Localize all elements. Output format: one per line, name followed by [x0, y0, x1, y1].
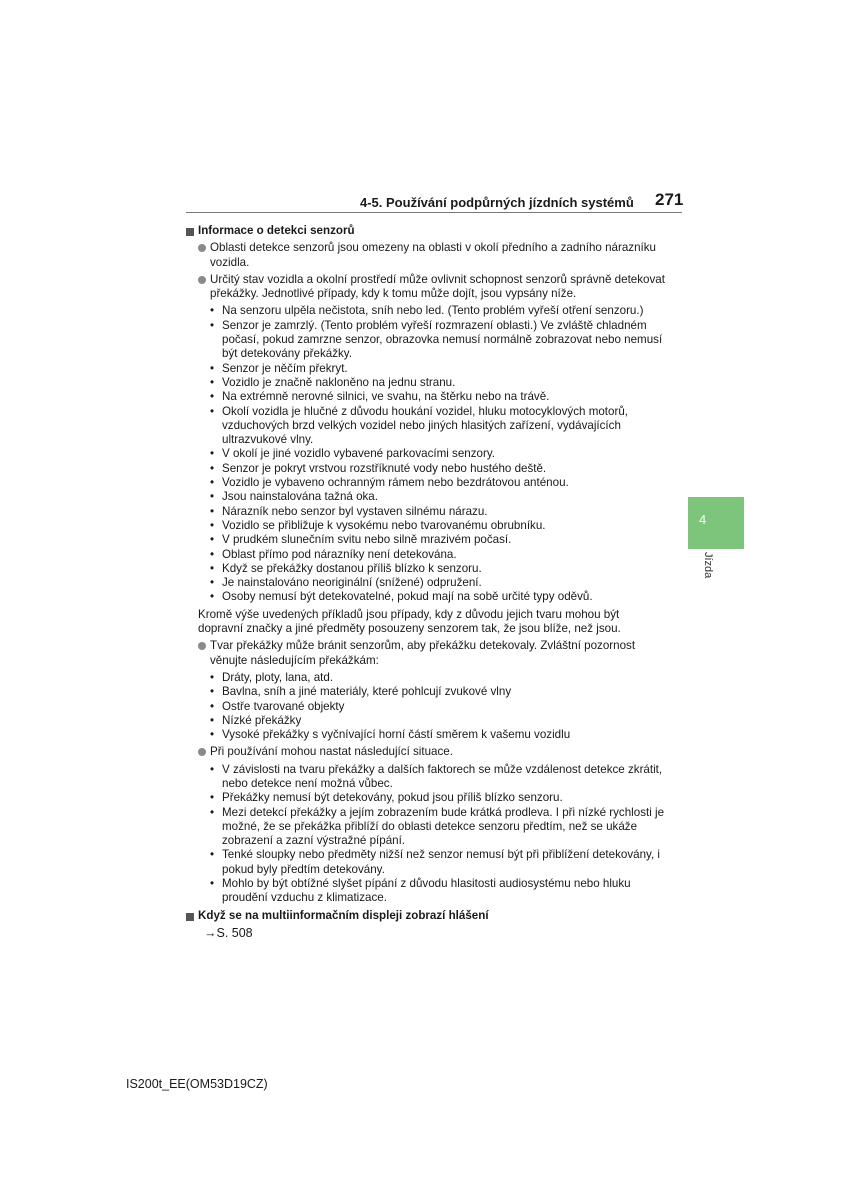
bullet-dot-icon: • — [210, 547, 215, 561]
list-item-text: Vozidlo se přibližuje k vysokému nebo tvarovanému obrubníku. — [222, 518, 546, 532]
bullet-dot-icon: • — [210, 685, 215, 699]
bullet-dot-icon: • — [210, 713, 215, 727]
bullet-dot-icon: • — [210, 791, 215, 805]
bullet-dot-icon: • — [210, 361, 215, 375]
list-item-text: Oblast přímo pod nárazníky není detekována. — [222, 547, 457, 561]
list-item-text: Bavlna, sníh a jiné materiály, které pohlcují zvukové vlny — [222, 685, 512, 699]
list-item-text: Nárazník nebo senzor byl vystaven silnému nárazu. — [222, 504, 488, 518]
square-bullet-icon — [186, 913, 194, 921]
section-heading-text: Když se na multiinformačním displeji zobrazí hlášení — [198, 908, 489, 922]
page-content — [186, 224, 666, 940]
bullet-dot-icon: • — [210, 518, 215, 532]
sub-list — [186, 304, 666, 604]
list-item — [186, 519, 666, 533]
list-item — [186, 304, 666, 318]
list-item-text: Překážky nemusí být detekovány, pokud jsou příliš blízko senzoru. — [222, 791, 563, 805]
chapter-header-title: 4-5. Používání podpůrných jízdních systémů — [360, 195, 634, 210]
list-item-text: Nízké překážky — [222, 713, 302, 727]
bullet-text: Oblasti detekce senzorů jsou omezeny na oblasti v okolí předního a zadního nárazníku vozidla. — [210, 241, 656, 269]
page-reference-link[interactable]: →S. 508 — [204, 925, 253, 940]
list-item — [186, 362, 666, 376]
list-item-text: Vozidlo je vybaveno ochranným rámem nebo bezdrátovou anténou. — [222, 476, 569, 490]
section-heading — [186, 224, 666, 238]
bullet-dot-icon: • — [210, 561, 215, 575]
bullet-dot-icon: • — [210, 404, 215, 418]
list-item — [186, 476, 666, 490]
list-item — [186, 533, 666, 547]
list-item — [186, 319, 666, 362]
list-item-text: Okolí vozidla je hlučné z důvodu houkání vozidel, hluku motocyklových motorů, vzduchových brzd velkých vozidel nebo jiných hlasitých zařízení, vydávajících ultrazvukové vlny. — [222, 404, 628, 447]
bullet-dot-icon: • — [210, 805, 215, 819]
list-item-text: Senzor je zamrzlý. (Tento problém vyřeší rozmrazení oblasti.) Ve zvláště chladném počasí, pokud zamrzne senzor, obrazovka nemusí normálně zobrazovat nebo nemusí být detekovány překážky. — [222, 318, 663, 361]
list-item — [186, 376, 666, 390]
bullet-dot-icon: • — [210, 375, 215, 389]
list-item — [186, 490, 666, 504]
list-item-text: Tenké sloupky nebo předměty nižší než senzor nemusí být při přiblížení detekovány, i pokud byly předtím detekovány. — [222, 848, 660, 876]
list-item-text: Mezi detekcí překážky a jejím zobrazením bude krátká prodleva. I při nízké rychlosti je možné, že se překážka přiblíží do oblasti detekce senzoru předtím, než se ukáže zobrazení a zazní výstražné pípání. — [222, 805, 665, 848]
list-item — [186, 848, 666, 877]
list-item — [186, 462, 666, 476]
bullet-item — [186, 639, 666, 668]
sub-list — [186, 671, 666, 742]
bullet-dot-icon: • — [210, 590, 215, 604]
sub-list — [186, 763, 666, 906]
list-item — [186, 671, 666, 685]
bullet-dot-icon: • — [210, 533, 215, 547]
list-item-text: Osoby nemusí být detekovatelné, pokud mají na sobě určité typy oděvů. — [222, 590, 593, 604]
list-item — [186, 562, 666, 576]
list-item — [186, 806, 666, 849]
bullet-dot-icon: • — [210, 447, 215, 461]
list-item-text: Na senzoru ulpěla nečistota, sníh nebo led. (Tento problém vyřeší otření senzoru.) — [222, 304, 644, 318]
list-item-text: V prudkém slunečním svitu nebo silně mrazivém počasí. — [222, 533, 512, 547]
list-item-text: Když se překážky dostanou příliš blízko k senzoru. — [222, 561, 482, 575]
list-item-text: V okolí je jiné vozidlo vybavené parkovacími senzory. — [222, 447, 496, 461]
list-item — [186, 728, 666, 742]
circle-bullet-icon — [198, 642, 206, 650]
manual-code: IS200t_EE(OM53D19CZ) — [126, 1077, 268, 1091]
list-item-text: Vysoké překážky s vyčnívající horní částí směrem k vašemu vozidlu — [222, 728, 571, 742]
bullet-dot-icon: • — [210, 670, 215, 684]
list-item — [186, 505, 666, 519]
list-item — [186, 390, 666, 404]
bullet-dot-icon: • — [210, 848, 215, 862]
section-heading — [186, 909, 666, 923]
bullet-dot-icon: • — [210, 762, 215, 776]
list-item-text: Na extrémně nerovné silnici, ve svahu, na štěrku nebo na trávě. — [222, 390, 550, 404]
list-item-text: Vozidlo je značně nakloněno na jednu stranu. — [222, 375, 456, 389]
list-item — [186, 447, 666, 461]
bullet-dot-icon: • — [210, 476, 215, 490]
bullet-dot-icon: • — [210, 318, 215, 332]
bullet-text: Určitý stav vozidla a okolní prostředí může ovlivnit schopnost senzorů správně detekovat překážky. Jednotlivé případy, kdy k tomu může dojít, jsou vypsány níže. — [210, 272, 665, 301]
list-item — [186, 405, 666, 448]
list-item-text: Senzor je něčím překryt. — [222, 361, 348, 375]
list-item-text: Senzor je pokryt vrstvou rozstříknuté vody nebo hustého deště. — [222, 461, 547, 475]
paragraph: Kromě výše uvedených příkladů jsou případy, kdy z důvodu jejich tvaru mohou být dopravní značky a jiné předměty posouzeny senzorem tak, že jsou blíže, než jsou. — [198, 607, 621, 636]
bullet-item — [186, 273, 666, 302]
list-item-text: Ostře tvarované objekty — [222, 699, 345, 713]
list-item — [186, 576, 666, 590]
bullet-dot-icon: • — [210, 304, 215, 318]
list-item — [186, 548, 666, 562]
list-item — [186, 590, 666, 604]
bullet-item — [186, 241, 666, 270]
bullet-dot-icon: • — [210, 490, 215, 504]
page-number: 271 — [655, 190, 684, 209]
list-item-text: V závislosti na tvaru překážky a dalších faktorech se může vzdálenost detekce zkrátit, nebo detekce není možná vůbec. — [222, 762, 663, 790]
header-divider — [186, 212, 682, 213]
section-heading-text: Informace o detekci senzorů — [198, 224, 355, 237]
list-item — [186, 700, 666, 714]
square-bullet-icon — [186, 228, 194, 236]
bullet-text: Při používání mohou nastat následující situace. — [210, 745, 453, 759]
list-item-text: Dráty, ploty, lana, atd. — [222, 670, 334, 684]
bullet-dot-icon: • — [210, 576, 215, 590]
list-item — [186, 791, 666, 805]
list-item-text: Mohlo by být obtížné slyšet pípání z důvodu hlasitosti audiosystému nebo hluku proudění vzduchu z klimatizace. — [222, 877, 631, 905]
list-item — [186, 714, 666, 728]
bullet-dot-icon: • — [210, 504, 215, 518]
bullet-dot-icon: • — [210, 728, 215, 742]
bullet-dot-icon: • — [210, 699, 215, 713]
circle-bullet-icon — [198, 748, 206, 756]
bullet-text: Tvar překážky může bránit senzorům, aby překážku detekovaly. Zvláštní pozornost věnujte následujícím překážkám: — [210, 639, 636, 667]
circle-bullet-icon — [198, 276, 206, 284]
list-item — [186, 685, 666, 699]
list-item-text: Je nainstalováno neoriginální (snížené) odpružení. — [222, 576, 482, 590]
bullet-dot-icon: • — [210, 461, 215, 475]
list-item-text: Jsou nainstalována tažná oka. — [222, 490, 378, 504]
list-item — [186, 877, 666, 906]
bullet-dot-icon: • — [210, 877, 215, 891]
chapter-tab-label: Jízda — [702, 552, 714, 579]
bullet-dot-icon: • — [210, 390, 215, 404]
chapter-tab-number: 4 — [699, 512, 707, 527]
list-item — [186, 763, 666, 792]
chapter-tab — [688, 497, 744, 549]
circle-bullet-icon — [198, 244, 206, 252]
bullet-item — [186, 745, 666, 759]
